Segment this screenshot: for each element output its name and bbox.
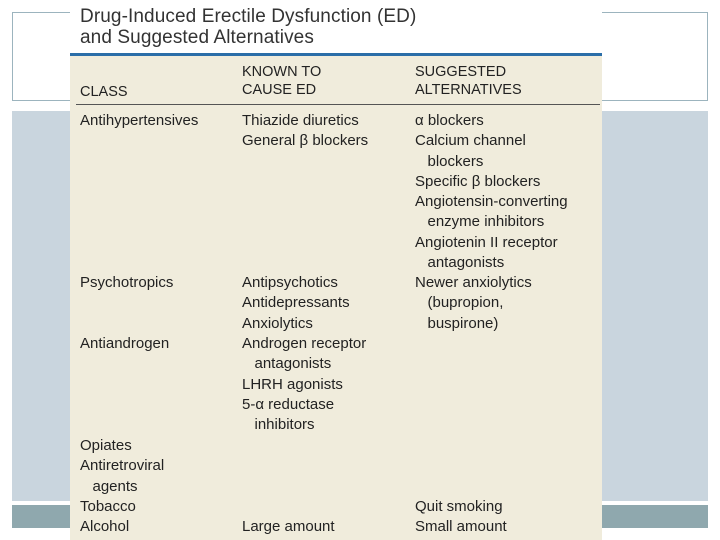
header-divider [76,104,600,105]
table-body [70,56,602,540]
header-alt-line-2: ALTERNATIVES [415,82,522,98]
row-known-alcohol: Large amount [242,518,335,535]
row-class-alcohol: Alcohol [80,518,130,535]
row-class-antiandrogen: Antiandrogen [80,335,170,352]
drug-table-image [70,0,602,540]
row-class-antihypertensives: Antihypertensives [80,112,199,129]
table-title [70,0,602,54]
row-known-antiandrogen: Androgen receptor antagonists LHRH agonists 5-α reductase inhibitors [242,335,367,434]
row-class-opiates-tobacco: Opiates Antiretroviral agents Tobacco [80,437,165,515]
header-known-line-2: CAUSE ED [242,82,317,98]
row-class-psychotropics: Psychotropics [80,274,174,291]
row-alternatives-antihypertensives: α blockers Calcium channel blockers Specific β blockers Angiotensin-converting enzyme inhibitors Angiotenin II receptor antagonists [415,112,568,272]
header-class: CLASS [80,84,128,100]
table-title-line-1: Drug-Induced Erectile Dysfunction (ED) [80,6,417,27]
row-alternatives-alcohol: Small amount [415,518,507,535]
header-known-line-1: KNOWN TO [242,64,322,80]
row-known-psychotropics: Antipsychotics Antidepressants Anxiolytics [242,274,350,332]
table-title-line-2: and Suggested Alternatives [80,27,314,48]
row-known-antihypertensives: Thiazide diuretics General β blockers [242,112,369,150]
row-alternatives-opiates-tobacco: Quit smoking [415,497,503,515]
header-alt-line-1: SUGGESTED [415,64,507,80]
row-alternatives-psychotropics: Newer anxiolytics (bupropion, buspirone) [415,274,532,332]
